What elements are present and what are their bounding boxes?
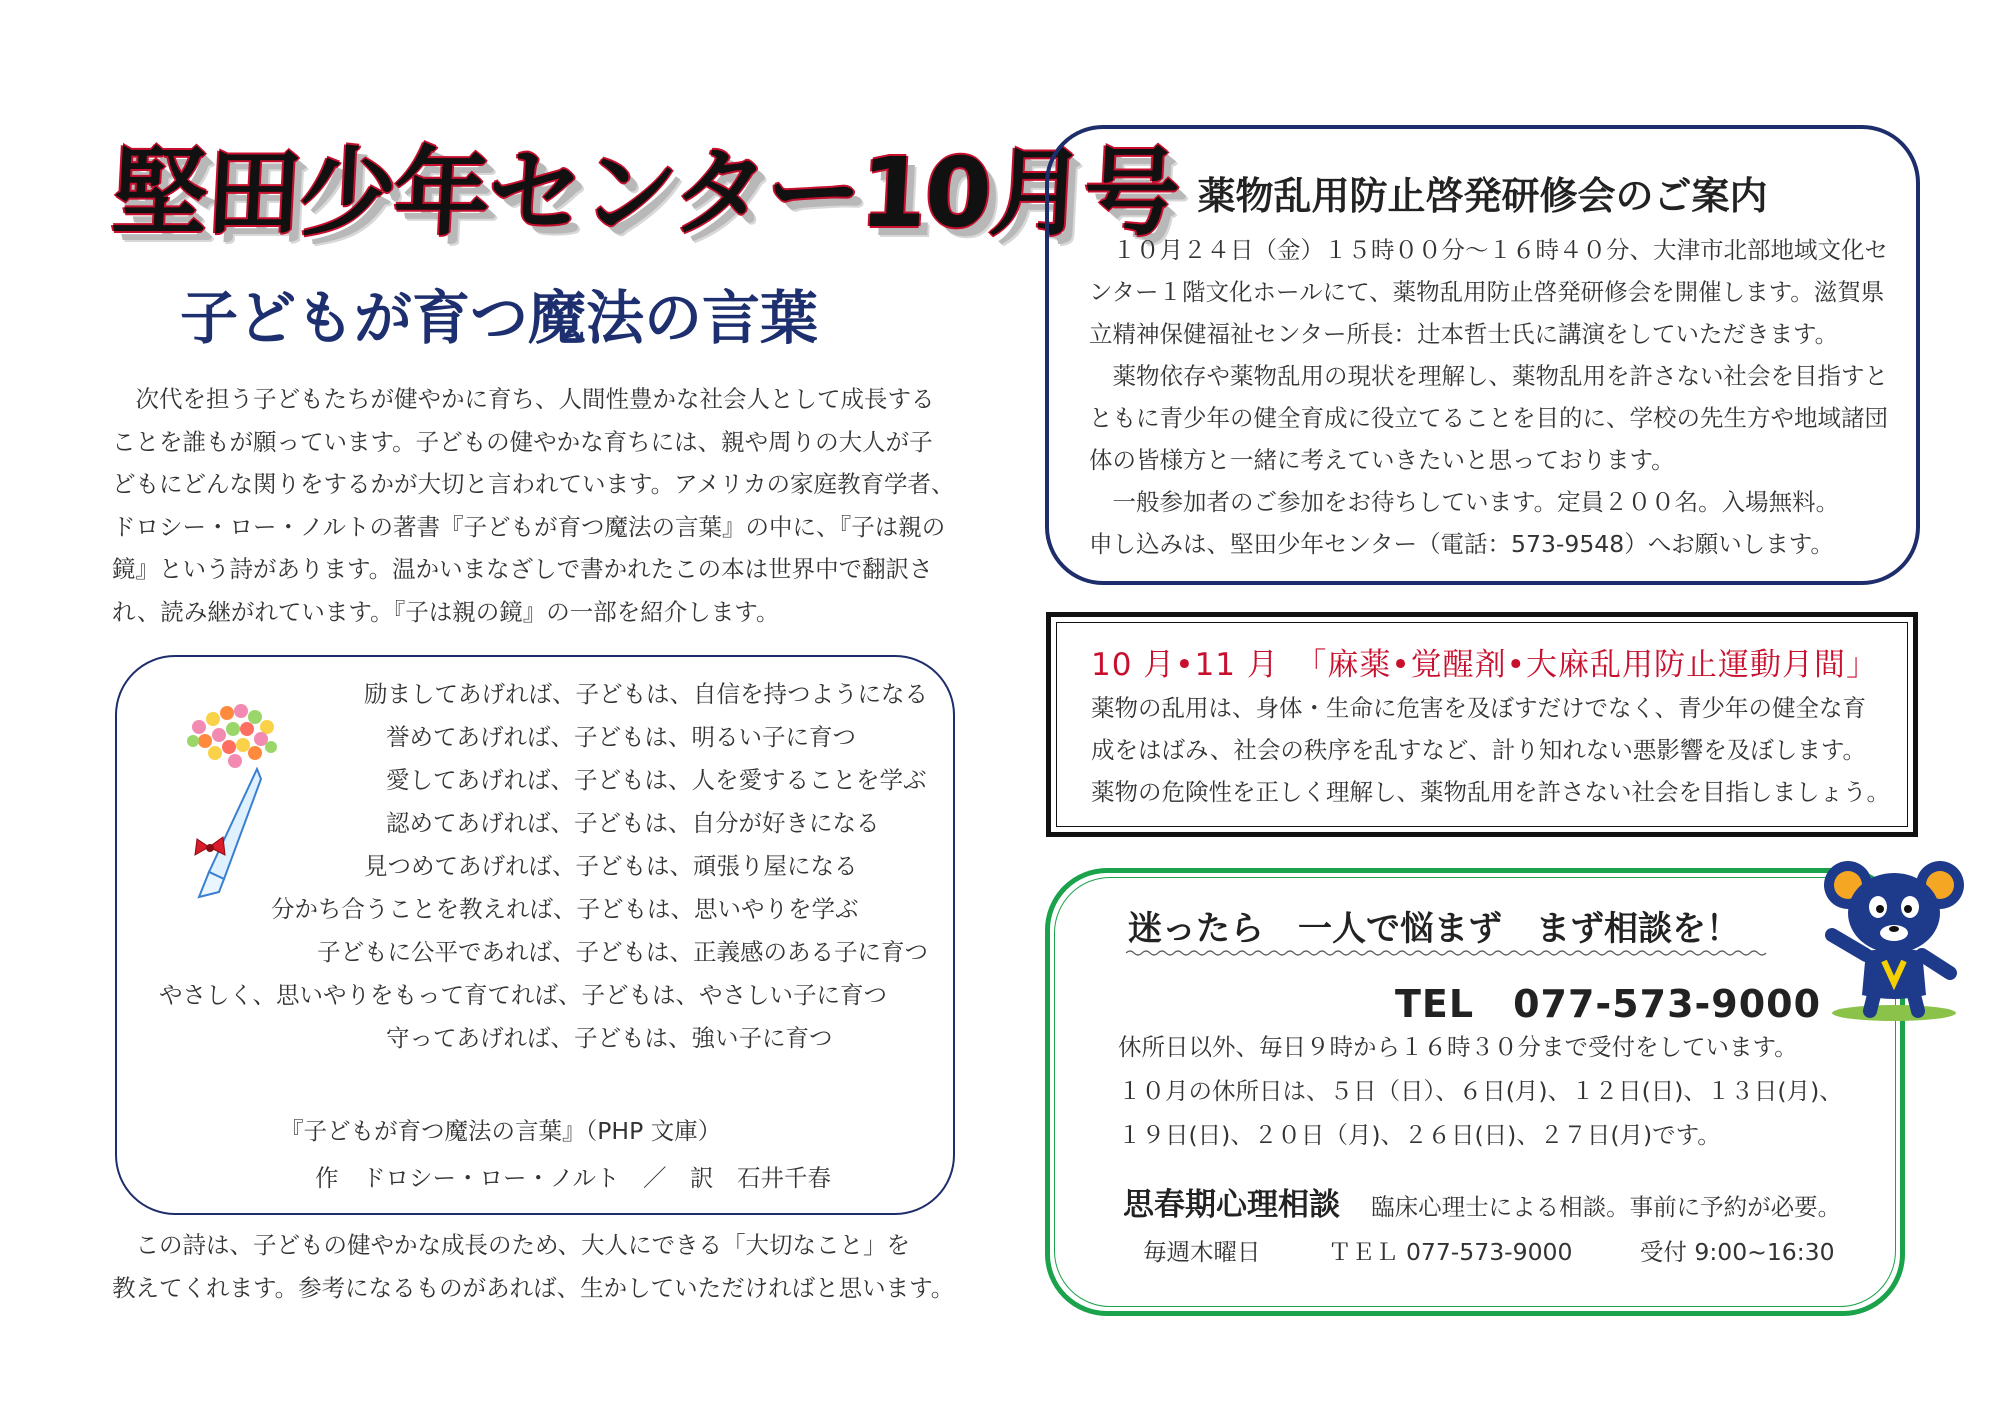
intro-line: どもにどんな関りをするかが大切と言われています。アメリカの家庭教育学者、 bbox=[112, 470, 955, 498]
seminar-title: 薬物乱用防止啓発研修会のご案内 bbox=[1197, 174, 1768, 218]
intro-line: ドロシー・ロー・ノルトの著書『子どもが育つ魔法の言葉』の中に、『子は親の bbox=[112, 512, 946, 541]
poem-line: 守ってあげれば、子どもは、強い子に育つ bbox=[386, 1024, 833, 1052]
adolescent-counseling bbox=[1123, 1179, 1841, 1224]
seminar-line: １０月２４日（金）１５時００分～１６時４０分、大津市北部地域文化セ bbox=[1112, 236, 1888, 264]
seminar-notice-box bbox=[1045, 125, 1920, 585]
campaign-notice-box bbox=[1046, 612, 1918, 837]
consultation-line: １９日(日)、２０日（月)、２６日(日)、２７日(月)です。 bbox=[1118, 1121, 1721, 1149]
intro-line: 次代を担う子どもたちが健やかに育ち、人間性豊かな社会人として成長する bbox=[135, 385, 935, 413]
consultation-heading: 迷ったら 一人で悩まず まず相談を！ bbox=[1128, 909, 1740, 949]
poem-line: 愛してあげれば、子どもは、人を愛することを学ぶ bbox=[386, 766, 927, 794]
closing-line: 教えてくれます。参考になるものがあれば、生かしていただければと思います。 bbox=[112, 1273, 955, 1302]
campaign-body bbox=[1091, 687, 1891, 813]
wavy-underline bbox=[1126, 949, 1771, 957]
seminar-line: 薬物依存や薬物乱用の現状を理解し、薬物乱用を許さない社会を目指すと bbox=[1112, 362, 1888, 390]
poem-line: 分かち合うことを教えれば、子どもは、思いやりを学ぶ bbox=[271, 895, 859, 923]
consultation-hours bbox=[1118, 1025, 1898, 1157]
seminar-line: 申し込みは、堅田少年センター（電話：573-9548）へお願いします。 bbox=[1089, 530, 1834, 558]
seminar-line: ともに青少年の健全育成に役立てることを目的に、学校の先生方や地域諸団 bbox=[1089, 404, 1888, 432]
intro-paragraph bbox=[112, 378, 957, 633]
poem-line: やさしく、思いやりをもって育てれば、子どもは、やさしい子に育つ bbox=[159, 981, 888, 1009]
consultation-line: １０月の休所日は、５日（日）、６日(月)、１２日(日)、１３日(月)、 bbox=[1118, 1077, 1843, 1105]
poem-credit: 作 ドロシー・ロー・ノルト ／ 訳 石井千春 bbox=[315, 1164, 832, 1192]
seminar-body bbox=[1089, 229, 1889, 565]
adolescent-counseling-note: 臨床心理士による相談。事前に予約が必要。 bbox=[1371, 1193, 1842, 1221]
schedule-hours: 受付 9:00~16:30 bbox=[1639, 1238, 1835, 1266]
intro-line: れ、読み継がれています。『子は親の鏡』の一部を紹介します。 bbox=[112, 597, 780, 626]
poem-line: 見つめてあげれば、子どもは、頑張り屋になる bbox=[364, 852, 858, 880]
schedule-phone: ＴＥＬ 077-573-9000 bbox=[1327, 1238, 1573, 1266]
consultation-phone: TEL 077-573-9000 bbox=[1395, 982, 1822, 1026]
campaign-line: 成をはばみ、社会の秩序を乱すなど、計り知れない悪影響を及ぼします。 bbox=[1091, 736, 1867, 764]
poem-line: 励ましてあげれば、子どもは、自信を持つようになる bbox=[364, 680, 928, 708]
poem-box bbox=[115, 655, 955, 1215]
seminar-line: 一般参加者のご参加をお待ちしています。定員２００名。入場無料。 bbox=[1112, 488, 1840, 516]
poem-source: 『子どもが育つ魔法の言葉』（PHP 文庫） bbox=[280, 1117, 722, 1145]
campaign-line: 薬物の乱用は、身体・生命に危害を及ぼすだけでなく、青少年の健全な育 bbox=[1091, 694, 1867, 722]
consultation-box bbox=[1045, 868, 1905, 1316]
newsletter-masthead: 堅田少年センター10月号 bbox=[109, 137, 1181, 249]
seminar-line: 立精神保健福祉センター所長：辻本哲士氏に講演をしていただきます。 bbox=[1089, 320, 1839, 348]
feature-title: 子どもが育つ魔法の言葉 bbox=[180, 284, 819, 352]
intro-line: 鏡』という詩があります。温かいまなざしで書かれたこの本は世界中で翻訳さ bbox=[112, 555, 933, 583]
counseling-schedule bbox=[1143, 1233, 1895, 1267]
poem-line: 認めてあげれば、子どもは、自分が好きになる bbox=[386, 809, 880, 837]
poem-line: 誉めてあげれば、子どもは、明るい子に育つ bbox=[386, 723, 856, 751]
intro-line: ことを誰もが願っています。子どもの健やかな育ちには、親や周りの大人が子 bbox=[112, 427, 933, 456]
closing-paragraph bbox=[112, 1224, 957, 1309]
mascot-character-icon bbox=[1810, 855, 1978, 1025]
poem-line: 子どもに公平であれば、子どもは、正義感のある子に育つ bbox=[317, 938, 928, 966]
campaign-title: 10 月•11 月 「麻薬•覚醒剤•大麻乱用防止運動月間」 bbox=[1091, 647, 1878, 683]
adolescent-counseling-title: 思春期心理相談 bbox=[1123, 1187, 1340, 1223]
consultation-line: 休所日以外、毎日９時から１６時３０分まで受付をしています。 bbox=[1118, 1033, 1798, 1061]
seminar-line: 体の皆様方と一緒に考えていきたいと思っております。 bbox=[1089, 446, 1675, 474]
flower-bouquet-icon bbox=[179, 697, 294, 907]
schedule-day: 毎週木曜日 bbox=[1143, 1238, 1261, 1266]
closing-line: この詩は、子どもの健やかな成長のため、大人にできる「大切なこと」を bbox=[135, 1231, 911, 1259]
campaign-line: 薬物の危険性を正しく理解し、薬物乱用を許さない社会を目指しましょう。 bbox=[1091, 778, 1890, 806]
seminar-line: ンター１階文化ホールにて、薬物乱用防止啓発研修会を開催します。滋賀県 bbox=[1089, 278, 1885, 306]
